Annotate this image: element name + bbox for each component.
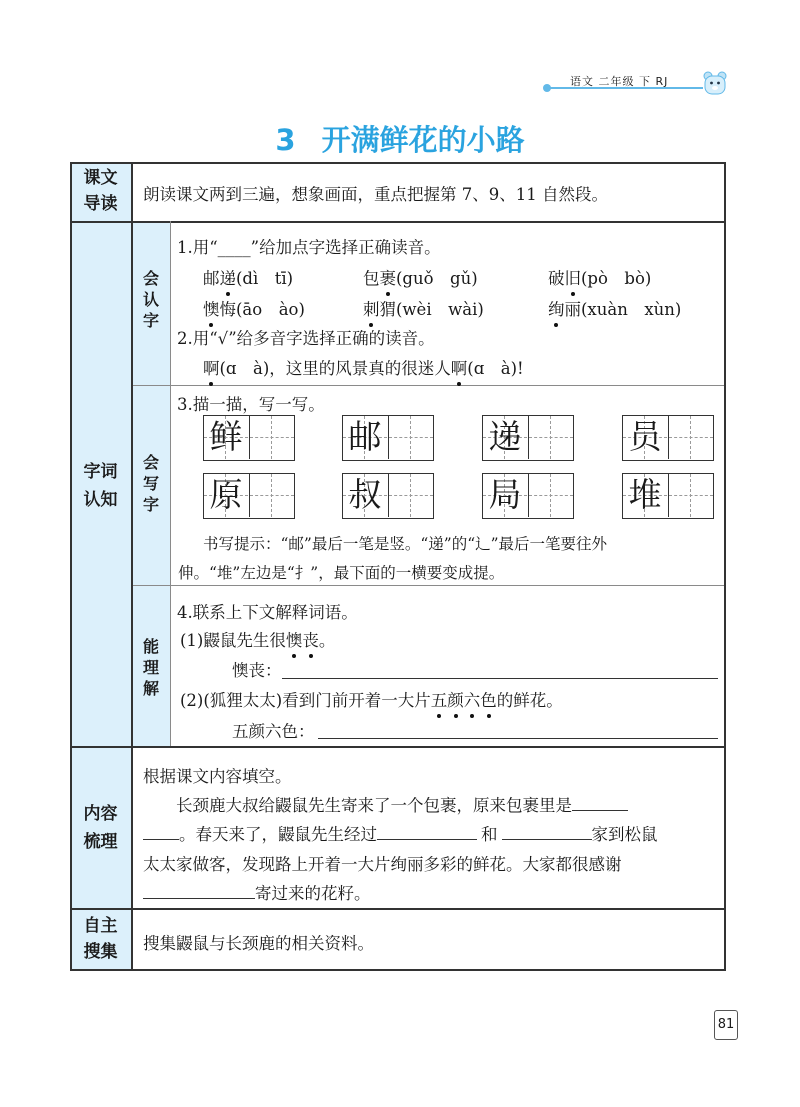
dotted-char: 啊 <box>451 355 468 379</box>
summary-label <box>70 800 131 856</box>
summary-p2b: 和 <box>481 825 498 844</box>
lesson-title-text: 开满鲜花的小路 <box>321 123 525 157</box>
writing-grid[interactable] <box>203 473 295 519</box>
recognize-label <box>141 268 161 331</box>
pinyin-item <box>363 296 484 320</box>
understand-label-c1: 能 <box>142 637 159 656</box>
book-label: 语文 二年级 下 RJ <box>570 75 669 88</box>
practice-char: 鲜 <box>209 417 243 456</box>
dotted-word <box>286 631 319 650</box>
s1-pre: (1)鼹鼠先生很 <box>180 631 286 650</box>
question-2: 2.用“√”给多音字选择正确的读音。 <box>177 329 435 348</box>
dotted-char: 旧 <box>565 265 582 289</box>
answer-line[interactable] <box>318 738 718 739</box>
s2-post: 的鲜花。 <box>496 691 563 710</box>
item-post: 猬(wèi wài) <box>379 300 484 319</box>
summary-p1: 长颈鹿大叔给鼹鼠先生寄来了一个包裹，原来包裹里是 <box>176 796 572 815</box>
guide-label-line2: 导读 <box>83 194 118 214</box>
summary-line2 <box>143 821 658 845</box>
question-1: 1.用“____”给加点字选择正确读音。 <box>177 238 441 257</box>
s2-pre: (2)(狐狸太太)看到门前开着一大片 <box>180 691 431 710</box>
collect-label-line2: 搜集 <box>83 942 118 962</box>
item-pre: 邮 <box>203 269 220 288</box>
item-post: 丽(xuàn xùn) <box>564 300 682 319</box>
item-pre: 破 <box>548 269 565 288</box>
writing-grid[interactable] <box>622 415 714 461</box>
write-label-c3: 字 <box>142 495 159 514</box>
guide-text: 朗读课文两到三遍，想象画面，重点把握第 7、9、11 自然段。 <box>143 185 608 204</box>
lesson-title <box>0 118 800 159</box>
item-post: (dì tī) <box>236 269 294 288</box>
sentence-1 <box>180 627 335 651</box>
pinyin-item <box>203 296 305 320</box>
dotted-char: 六 <box>464 687 481 711</box>
question-3: 3.描一描，写一写。 <box>177 395 325 414</box>
summary-line3: 太太家做客，发现路上开着一大片绚丽多彩的鲜花。大家都很感谢 <box>143 855 622 874</box>
writing-grid[interactable] <box>482 473 574 519</box>
practice-char: 员 <box>628 417 662 456</box>
summary-label-line1: 内容 <box>83 804 118 824</box>
answer-line[interactable] <box>282 678 718 679</box>
lesson-number: 3 <box>275 123 296 157</box>
dotted-char: 五 <box>431 687 448 711</box>
practice-char: 局 <box>488 475 522 514</box>
summary-line4 <box>143 880 371 904</box>
collect-label-line1: 自主 <box>83 916 118 936</box>
pinyin-item <box>203 265 293 289</box>
page-number: 81 <box>714 1010 738 1040</box>
pinyin-item <box>363 265 478 289</box>
item-pre: 包 <box>363 269 380 288</box>
item-post: 悔(āo ào) <box>219 300 305 319</box>
write-label <box>141 452 161 515</box>
dotted-char: 绚 <box>548 296 565 320</box>
writing-tip-line2: 伸。“堆”左边是“扌”，最下面的一横要变成提。 <box>178 564 505 582</box>
writing-tip-line1: 书写提示：“邮”最后一笔是竖。“递”的“辶”最后一笔要往外 <box>203 535 608 553</box>
summary-line1 <box>176 792 628 816</box>
fill-blank[interactable] <box>377 839 477 840</box>
practice-char: 原 <box>209 475 243 514</box>
writing-grid[interactable] <box>622 473 714 519</box>
collect-label <box>70 913 131 965</box>
fill-blank[interactable] <box>143 839 179 840</box>
pinyin-item <box>548 265 651 289</box>
write-label-c2: 写 <box>142 474 159 493</box>
practice-char: 递 <box>488 417 522 456</box>
summary-label-line2: 梳理 <box>83 832 118 852</box>
summary-intro: 根据课文内容填空。 <box>143 767 292 786</box>
dotted-char: 递 <box>220 265 237 289</box>
pinyin-item <box>548 296 681 320</box>
dotted-char: 丧 <box>302 627 319 651</box>
dotted-char: 颜 <box>447 687 464 711</box>
guide-label-line1: 课文 <box>83 168 118 188</box>
fill-blank[interactable] <box>502 839 592 840</box>
understand-label <box>141 636 161 699</box>
bear-mascot-icon <box>702 70 728 96</box>
item-post: (guǒ gǔ) <box>396 269 478 288</box>
summary-p4: 寄过来的花籽。 <box>255 884 371 903</box>
words-label-line1: 字词 <box>83 462 118 482</box>
writing-grid[interactable] <box>203 415 295 461</box>
question-4: 4.联系上下文解释词语。 <box>177 603 358 622</box>
recognize-label-c2: 认 <box>142 290 159 309</box>
words-label <box>70 458 131 514</box>
dotted-char: 色 <box>480 687 497 711</box>
practice-char: 堆 <box>628 475 662 514</box>
q2-end: (ɑ à)! <box>467 359 524 378</box>
word-1-label: 懊丧： <box>232 661 282 680</box>
summary-p2c: 家到松鼠 <box>591 825 658 844</box>
sentence-2 <box>180 687 563 711</box>
question-2-sentence <box>203 355 524 379</box>
fill-blank[interactable] <box>572 810 628 811</box>
writing-grid[interactable] <box>342 473 434 519</box>
writing-grid[interactable] <box>482 415 574 461</box>
guide-label <box>70 165 131 217</box>
dotted-char: 啊 <box>203 355 220 379</box>
understand-label-c3: 解 <box>142 679 159 698</box>
dotted-char: 懊 <box>203 296 220 320</box>
practice-char: 叔 <box>348 475 382 514</box>
write-label-c1: 会 <box>142 453 159 472</box>
s1-post: 。 <box>318 631 336 650</box>
dotted-char: 裹 <box>380 265 397 289</box>
understand-label-c2: 理 <box>142 658 159 677</box>
recognize-label-c1: 会 <box>142 269 159 288</box>
item-post: (pò bò) <box>581 269 652 288</box>
q2-mid: (ɑ à)，这里的风景真的很迷人 <box>219 359 451 378</box>
dotted-char: 懊 <box>286 627 303 651</box>
dotted-word <box>431 691 497 710</box>
practice-char: 邮 <box>348 417 382 456</box>
writing-grid[interactable] <box>342 415 434 461</box>
dotted-char: 刺 <box>363 296 380 320</box>
summary-p2a: 。春天来了，鼹鼠先生经过 <box>179 825 377 844</box>
collect-text: 搜集鼹鼠与长颈鹿的相关资料。 <box>143 934 374 953</box>
fill-blank[interactable] <box>143 898 255 899</box>
words-label-line2: 认知 <box>83 490 118 510</box>
word-2-label: 五颜六色： <box>232 722 315 741</box>
recognize-label-c3: 字 <box>142 311 159 330</box>
